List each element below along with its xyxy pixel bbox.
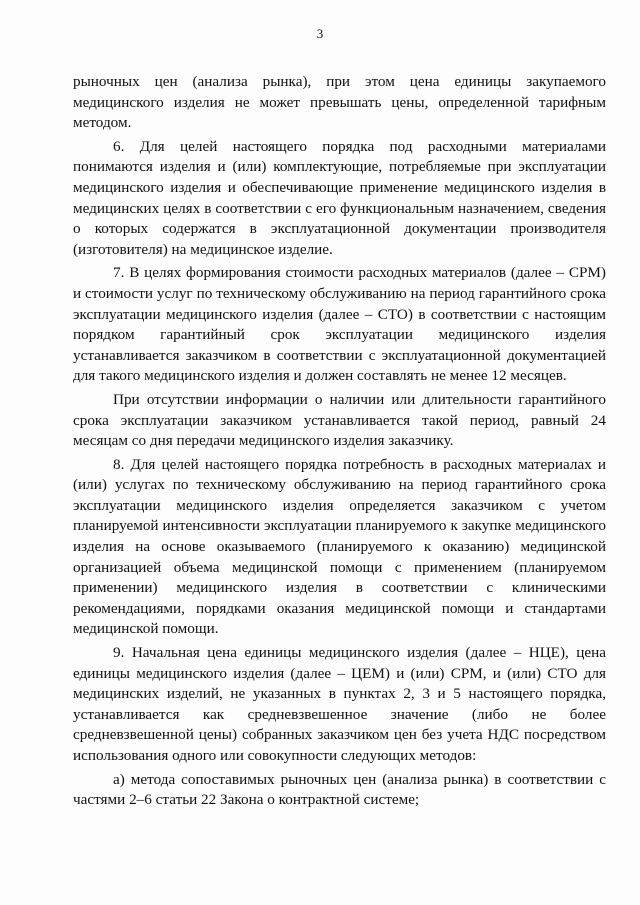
paragraph-continuation: рыночных цен (анализа рынка), при этом цена единицы закупаемого медицинского изделия не может превышать цены, определенной тарифным методом. — [73, 73, 606, 132]
paragraph-item-7: 7. В целях формирования стоимости расходных материалов (далее – СРМ) и стоимости услуг по техническому обслуживанию на период гарантийного срока эксплуатации медицинского изделия (далее – СТО) в соответствии с настоящим порядком гарантийный срок эксплуатации медицинского изделия устанавливается заказчиком в соответствии с эксплуатационной документацией для такого медицинского изделия и должен составлять не менее 12 месяцев. — [73, 264, 606, 385]
paragraph-warranty-default: При отсутствии информации о наличии или длительности гарантийного срока эксплуатации заказчиком устанавливается такой период, равный 24 месяцам со дня передачи медицинского изделия заказчику. — [73, 390, 606, 450]
page-number: 3 — [316, 26, 324, 41]
paragraph-item-8: 8. Для целей настоящего порядка потребность в расходных материалах и (или) услугах по техническому обслуживанию на период гарантийного срока эксплуатации медицинского изделия определяется заказчиком с учетом планируемой интенсивности эксплуатации планируемого к закупке медицинского изделия на основе оказываемого (планируемого к оказанию) медицинской организацией объема медицинской помощи с применением (планируемом применении) медицинского изделия в соответствии с клиническими рекомендациями, порядками оказания медицинской помощи и стандартами медицинской помощи. — [73, 455, 606, 638]
paragraph-item-6: 6. Для целей настоящего порядка под расходными материалами понимаются изделия и (или) комплектующие, потребляемые при эксплуатации медицинского изделия и обеспечивающие применение медицинского изделия в медицинских целях в соответствии с его функциональным назначением, сведения о которых содержатся в эксплуатационной документации производителя (изготовителя) на медицинское изделие. — [73, 137, 606, 258]
document-body — [73, 72, 606, 814]
paragraph-subitem-a: а) метода сопоставимых рыночных цен (анализа рынка) в соответствии с частями 2–6 статьи 22 Закона о контрактной системе; — [73, 770, 606, 809]
paragraph-item-9: 9. Начальная цена единицы медицинского изделия (далее – НЦЕ), цена единицы медицинского изделия (далее – ЦЕМ) и (или) СРМ, и (или) СТО для медицинских изделий, не указанных в пунктах 2, 3 и 5 настоящего порядка, устанавливается как средневзвешенное значение (либо не более средневзвешенной цены) собранных заказчиком цен без учета НДС посредством использования одного или совокупности следующих методов: — [73, 644, 606, 764]
